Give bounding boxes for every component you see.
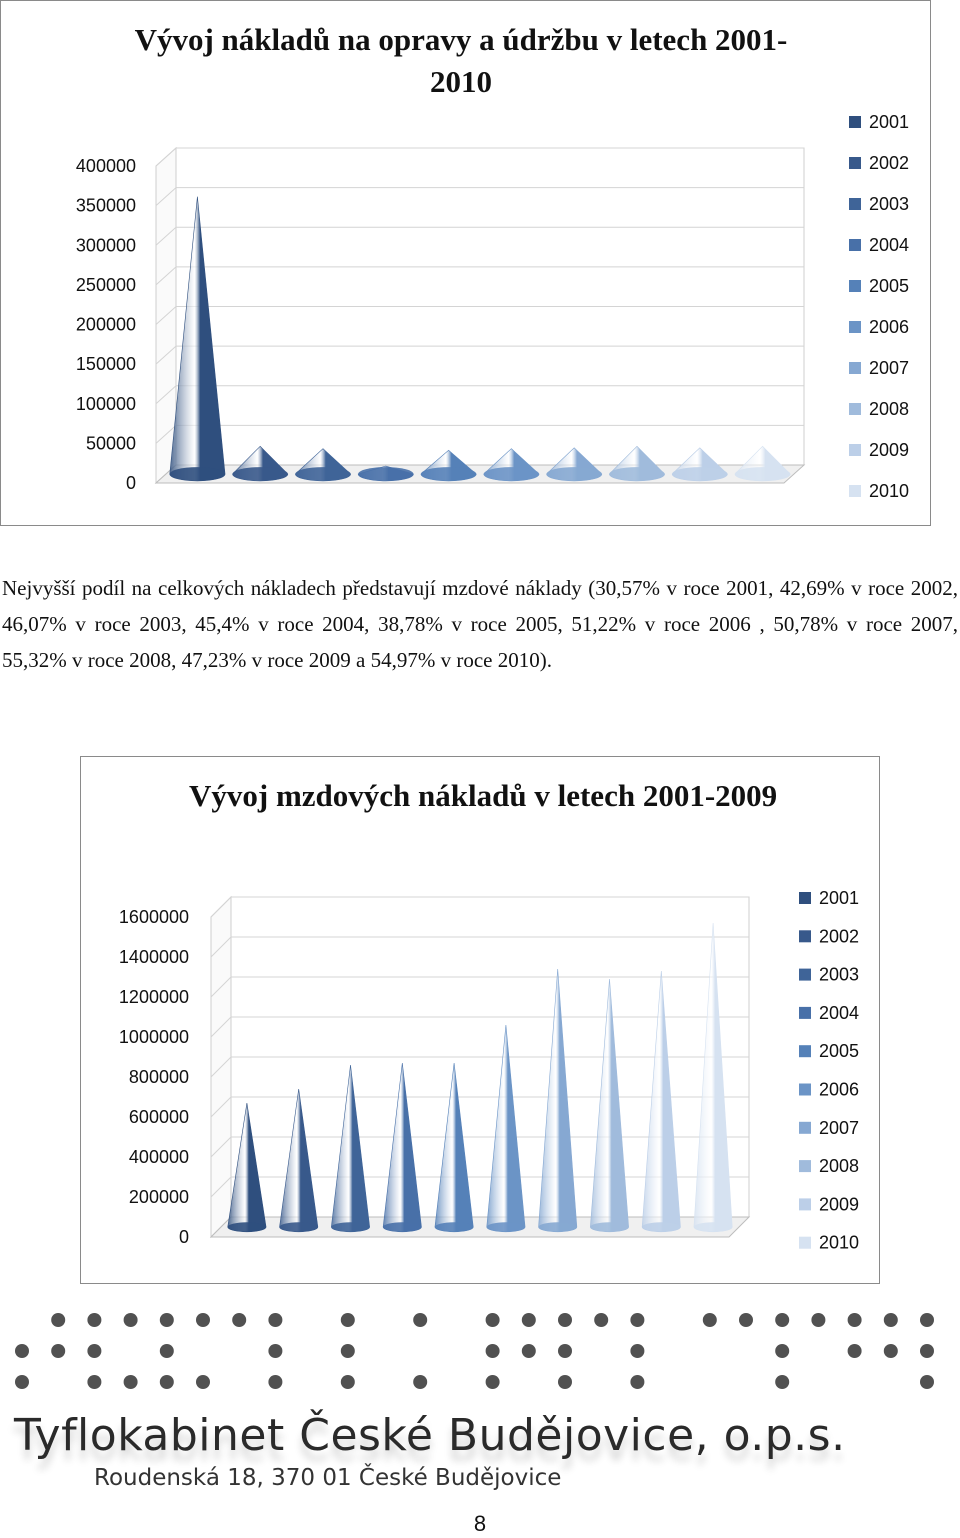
y-tick-label: 100000 — [75, 393, 136, 414]
repairs-chart-plot — [1, 1, 932, 527]
legend-label: 2001 — [819, 888, 860, 908]
y-tick-label: 1000000 — [118, 1027, 189, 1047]
braille-dot — [268, 1313, 282, 1327]
legend-label: 2004 — [869, 235, 910, 255]
braille-dot — [920, 1375, 934, 1389]
braille-dot — [848, 1344, 862, 1358]
y-tick-label: 1600000 — [118, 907, 189, 927]
legend-label: 2006 — [869, 317, 910, 337]
legend-label: 2005 — [869, 276, 910, 296]
legend-swatch — [849, 116, 861, 128]
legend-swatch — [849, 198, 861, 210]
braille-dot — [739, 1313, 753, 1327]
braille-dot — [160, 1313, 174, 1327]
braille-dot — [87, 1344, 101, 1358]
legend-label: 2002 — [869, 153, 910, 173]
braille-dot — [558, 1344, 572, 1358]
braille-dot — [196, 1375, 210, 1389]
wages-chart-plot — [81, 757, 881, 1285]
braille-dot — [884, 1313, 898, 1327]
legend-swatch — [849, 239, 861, 251]
y-tick-label: 0 — [125, 473, 136, 493]
y-tick-label: 150000 — [75, 354, 136, 375]
legend-label: 2009 — [819, 1194, 860, 1215]
y-tick-label: 300000 — [75, 235, 136, 256]
legend-swatch — [799, 1237, 811, 1249]
y-tick-label: 800000 — [128, 1067, 189, 1087]
legend-swatch — [799, 930, 811, 942]
y-tick-label: 0 — [178, 1227, 189, 1247]
legend-swatch — [849, 157, 861, 169]
legend-label: 2007 — [869, 358, 910, 378]
plot-walls — [156, 148, 804, 483]
braille-dot — [341, 1313, 355, 1327]
y-tick-label: 600000 — [128, 1107, 189, 1127]
braille-dot — [341, 1344, 355, 1358]
braille-dot — [124, 1375, 138, 1389]
braille-dot — [15, 1375, 29, 1389]
braille-dot — [486, 1375, 500, 1389]
legend-label: 2002 — [819, 926, 860, 947]
legend-swatch — [799, 1198, 811, 1210]
braille-dot — [703, 1313, 717, 1327]
legend-swatch — [849, 485, 861, 497]
legend-swatch — [849, 362, 861, 374]
brand-name: Tyflokabinet České Budějovice, o.p.s. — [14, 1410, 846, 1461]
legend-label: 2010 — [819, 1232, 860, 1253]
legend-swatch — [799, 1160, 811, 1172]
braille-dot — [51, 1344, 65, 1358]
legend-label: 2008 — [869, 399, 910, 419]
legend-label: 2007 — [819, 1117, 860, 1138]
braille-dot — [558, 1375, 572, 1389]
braille-dot — [522, 1344, 536, 1358]
y-tick-label: 1400000 — [118, 947, 189, 967]
braille-dot — [630, 1375, 644, 1389]
braille-dot — [630, 1313, 644, 1327]
braille-dot — [486, 1313, 500, 1327]
braille-dot — [486, 1344, 500, 1358]
legend-swatch — [849, 280, 861, 292]
braille-dot — [124, 1313, 138, 1327]
body-paragraph: Nejvyšší podíl na celkových nákladech představují mzdové náklady (30,57% v roce 2001, 42,69% v roce 2002, 46,07% v roce 2003, 45,4% v roce 2004, 38,78% v roce 2005, 51,22% v roce 2006 , 50,78% v roce 2007, 55,32% v roce 2008, 47,23% v roce 2009 a 54,97% v roce 2010). — [2, 576, 958, 672]
y-tick-label: 350000 — [75, 195, 136, 216]
legend-label: 2009 — [869, 440, 910, 460]
y-tick-label: 400000 — [128, 1147, 189, 1167]
legend-label: 2010 — [869, 481, 910, 501]
legend-label: 2005 — [819, 1041, 860, 1062]
repairs-chart — [0, 0, 931, 526]
legend-label: 2008 — [819, 1156, 860, 1177]
braille-dot — [196, 1313, 210, 1327]
legend-label: 2004 — [819, 1002, 860, 1023]
braille-dot — [160, 1344, 174, 1358]
braille-dot — [594, 1313, 608, 1327]
braille-dot — [775, 1344, 789, 1358]
braille-dot — [341, 1375, 355, 1389]
braille-dot — [811, 1313, 825, 1327]
y-tick-label: 50000 — [85, 433, 136, 454]
chart-title: Vývoj nákladů na opravy a údržbu v letech 2001-2010 — [134, 22, 788, 99]
braille-dot — [884, 1344, 898, 1358]
legend-swatch — [799, 969, 811, 981]
y-tick-label: 200000 — [75, 314, 136, 335]
braille-dot — [920, 1344, 934, 1358]
brand-address: Roudenská 18, 370 01 České Budějovice — [94, 1465, 562, 1491]
braille-dot — [522, 1313, 536, 1327]
braille-dot — [848, 1313, 862, 1327]
y-tick-label: 400000 — [75, 156, 136, 176]
y-tick-label: 200000 — [128, 1187, 189, 1207]
braille-dot — [15, 1344, 29, 1358]
braille-dot — [232, 1313, 246, 1327]
legend-swatch — [849, 403, 861, 415]
legend-label: 2001 — [869, 112, 910, 132]
legend-label: 2003 — [819, 964, 860, 985]
braille-dot — [51, 1313, 65, 1327]
braille-dot — [558, 1313, 572, 1327]
legend-swatch — [799, 1122, 811, 1134]
braille-dot — [87, 1375, 101, 1389]
legend-swatch — [799, 1045, 811, 1057]
braille-pattern-logo — [0, 1300, 960, 1400]
y-tick-label: 250000 — [75, 274, 136, 295]
braille-dot — [775, 1313, 789, 1327]
braille-dot — [413, 1375, 427, 1389]
page-number: 8 — [473, 1511, 487, 1536]
braille-dot — [160, 1375, 174, 1389]
braille-dot — [630, 1344, 644, 1358]
braille-dot — [268, 1344, 282, 1358]
legend-label: 2003 — [869, 194, 910, 214]
legend-swatch — [849, 444, 861, 456]
wages-chart — [80, 756, 880, 1284]
legend-swatch — [799, 892, 811, 904]
legend-swatch — [849, 321, 861, 333]
braille-dot — [920, 1313, 934, 1327]
braille-dot — [775, 1375, 789, 1389]
chart-title: Vývoj mzdových nákladů v letech 2001-2009 — [189, 778, 778, 813]
legend-label: 2006 — [819, 1079, 860, 1100]
y-tick-label: 1200000 — [118, 987, 189, 1007]
legend-swatch — [799, 1084, 811, 1096]
braille-dot — [87, 1313, 101, 1327]
braille-dot — [268, 1375, 282, 1389]
braille-dot — [413, 1313, 427, 1327]
legend-swatch — [799, 1007, 811, 1019]
